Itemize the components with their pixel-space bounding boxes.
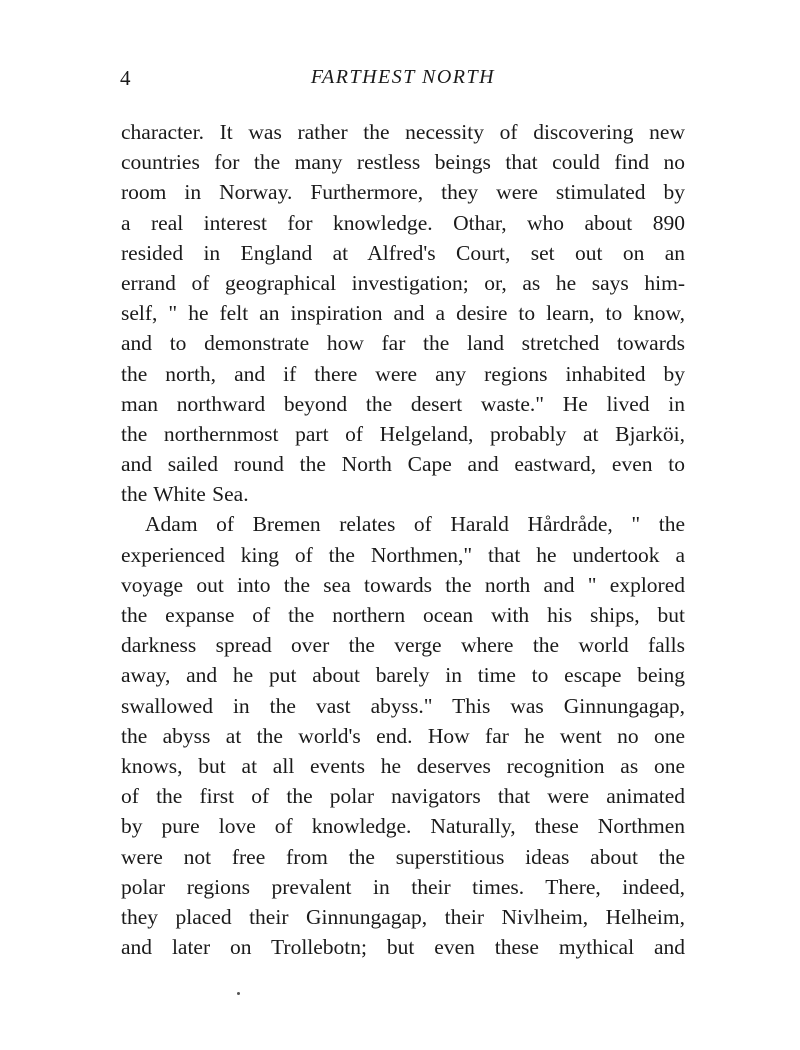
text-line: and sailed round the North Cape and eastward, even to bbox=[121, 452, 685, 477]
text-line: polar regions prevalent in their times. There, indeed, bbox=[121, 874, 685, 899]
body-text bbox=[121, 117, 685, 962]
text-line: by pure love of knowledge. Naturally, these Northmen bbox=[121, 814, 685, 839]
text-line: of the first of the polar navigators that were animated bbox=[121, 784, 685, 809]
print-speck bbox=[237, 992, 240, 995]
text-line: experienced king of the Northmen," that he undertook a bbox=[121, 542, 685, 567]
text-line: a real interest for knowledge. Othar, who about 890 bbox=[121, 210, 685, 235]
text-line: countries for the many restless beings that could find no bbox=[121, 150, 685, 175]
text-line: errand of geographical investigation; or, as he says him- bbox=[121, 270, 685, 295]
text-line: they placed their Ginnungagap, their Nivlheim, Helheim, bbox=[121, 904, 685, 929]
text-line: the expanse of the northern ocean with his ships, but bbox=[121, 603, 685, 627]
text-line: self, " he felt an inspiration and a desire to learn, to know, bbox=[121, 301, 685, 326]
paragraph-end-line: the White Sea. bbox=[121, 482, 249, 507]
paragraph-start-line: Adam of Bremen relates of Harald Hårdråde, " the bbox=[145, 512, 685, 537]
text-line: room in Norway. Furthermore, they were stimulated by bbox=[121, 180, 685, 205]
text-line: were not free from the superstitious ideas about the bbox=[121, 844, 685, 869]
text-line: the abyss at the world's end. How far he went no one bbox=[121, 723, 685, 748]
running-head bbox=[120, 66, 686, 96]
text-line: the north, and if there were any regions inhabited by bbox=[121, 361, 685, 386]
text-line: swallowed in the vast abyss." This was Ginnungagap, bbox=[121, 693, 685, 718]
running-title: FARTHEST NORTH bbox=[310, 66, 496, 88]
text-line: knows, but at all events he deserves recognition as one bbox=[121, 753, 685, 778]
text-line: character. It was rather the necessity of discovering new bbox=[121, 120, 685, 144]
text-line: voyage out into the sea towards the north and " explored bbox=[121, 572, 685, 597]
text-line: and later on Trollebotn; but even these mythical and bbox=[121, 935, 685, 960]
text-line: the northernmost part of Helgeland, probably at Bjarköi, bbox=[121, 421, 685, 446]
text-line: resided in England at Alfred's Court, set out on an bbox=[121, 240, 685, 265]
text-line: man northward beyond the desert waste." He lived in bbox=[121, 391, 685, 416]
page-number: 4 bbox=[120, 66, 131, 90]
text-line: darkness spread over the verge where the world falls bbox=[121, 633, 685, 658]
text-line: and to demonstrate how far the land stretched towards bbox=[121, 331, 685, 356]
text-line: away, and he put about barely in time to escape being bbox=[121, 663, 685, 688]
